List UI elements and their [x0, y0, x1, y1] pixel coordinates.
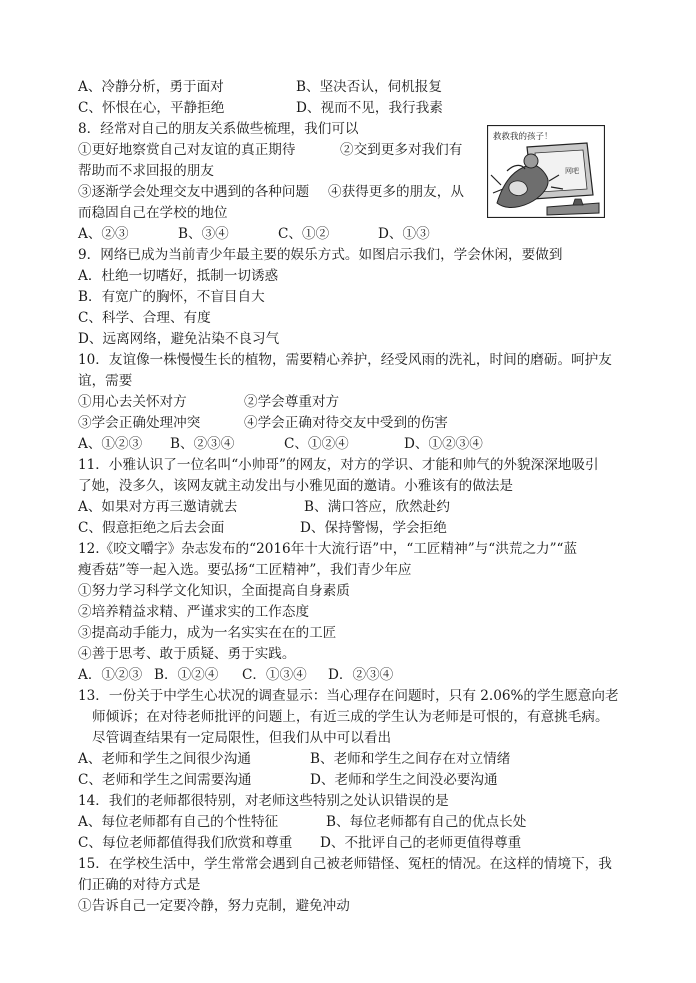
monitor-stand — [573, 199, 583, 205]
q10-option-b[interactable]: B、②③④ — [170, 436, 235, 452]
q14-stem: 14．我们的老师都很特别，对老师这些特别之处认识错误的是 — [78, 793, 449, 809]
cartoon-illustration — [487, 125, 605, 218]
q15-item-1: ①告诉自己一定要冷静，努力克制，避免冲动 — [78, 898, 350, 914]
q8-item-2-cont: 帮助而不求回报的朋友 — [78, 163, 214, 179]
q10-item-2: ②学会尊重对方 — [244, 394, 340, 410]
q10-item-3: ③学会正确处理冲突 — [78, 415, 201, 431]
q14-option-b[interactable]: B、每位老师都有自己的优点长处 — [326, 814, 527, 830]
q9-option-a[interactable]: A．杜绝一切嗜好，抵制一切诱惑 — [78, 268, 279, 284]
q14-option-c[interactable]: C、每位老师都值得我们欣赏和尊重 — [78, 835, 293, 851]
q15-stem-cont: 们正确的对待方式是 — [78, 877, 201, 893]
q11-stem-cont: 了她，没多久，该网友就主动发出与小雅见面的邀请。小雅该有的做法是 — [78, 478, 513, 494]
q10-option-a[interactable]: A、①②③ — [78, 436, 143, 452]
q9-option-c[interactable]: C、科学、合理、有度 — [78, 310, 211, 326]
q7-option-c[interactable]: C、怀恨在心，平静拒绝 — [78, 100, 225, 116]
q11-option-c[interactable]: C、假意拒绝之后去会面 — [78, 520, 225, 536]
q12-item-1: ①努力学习科学文化知识，全面提高自身素质 — [78, 583, 350, 599]
q8-item-4-cont: 而稳固自己在学校的地位 — [78, 205, 228, 221]
q8-item-2: ②交到更多对我们有 — [340, 142, 463, 158]
q12-stem-cont: 瘦香菇”等一起入选。要弘扬“工匠精神”，我们青少年应 — [78, 562, 412, 578]
q12-item-4: ④善于思考、敢于质疑、勇于实践。 — [78, 646, 296, 662]
q11-option-b[interactable]: B、满口答应，欣然赴约 — [304, 499, 450, 515]
q10-stem-cont: 谊，需要 — [78, 373, 133, 389]
q8-option-d[interactable]: D、①③ — [378, 226, 430, 242]
q13-stem-cont-1: 师倾诉；在对待老师批评的问题上，有近三成的学生认为老师是可恨的，有意挑毛病。 — [92, 709, 609, 725]
q13-option-b[interactable]: B、老师和学生之间存在对立情绪 — [310, 751, 511, 767]
q11-option-d[interactable]: D、保持警惕，学会拒绝 — [300, 520, 447, 536]
q12-stem: 12.《咬文嚼字》杂志发布的“2016年十大流行语”中，“工匠精神”与“洪荒之力”“蓝 — [78, 541, 578, 557]
q8-option-b[interactable]: B、③④ — [178, 226, 229, 242]
q8-option-a[interactable]: A、②③ — [78, 226, 129, 242]
q10-item-1: ①用心去关怀对方 — [78, 394, 187, 410]
screen-text: 网吧 — [565, 167, 579, 175]
q10-option-d[interactable]: D、①②③④ — [404, 436, 483, 452]
q8-stem: 8．经常对自己的朋友关系做些梳理，我们可以 — [78, 121, 359, 137]
q8-option-c[interactable]: C、①② — [278, 226, 330, 242]
q11-stem: 11．小雅认识了一位名叫“小帅哥”的网友，对方的学识、才能和帅气的外貌深深地吸引 — [78, 457, 599, 473]
q12-option-c[interactable]: C．①③④ — [242, 667, 307, 683]
q12-item-3: ③提高动手能力，成为一名实实在在的工匠 — [78, 625, 337, 641]
q10-item-4: ④学会正确对待交友中受到的伤害 — [244, 415, 448, 431]
q8-item-4: ④获得更多的朋友，从 — [328, 184, 464, 200]
q12-option-a[interactable]: A．①②③ — [78, 667, 143, 683]
q13-stem: 13．一份关于中学生心状况的调查显示：当心理存在问题时，只有 2.06%的学生愿意向老 — [78, 688, 619, 704]
q8-item-3: ③逐渐学会处理交友中遇到的各种问题 — [78, 184, 310, 200]
cartoon-caption: 救救我的孩子！ — [493, 132, 553, 142]
q11-option-a[interactable]: A、如果对方再三邀请就去 — [78, 499, 238, 515]
q13-stem-cont-2: 尽管调查结果有一定局限性，但我们从中可以看出 — [92, 730, 392, 746]
q15-stem: 15．在学校生活中，学生常常会遇到自己被老师错怪、冤枉的情况。在这样的情境下，我 — [78, 856, 612, 872]
q14-option-d[interactable]: D、不批评自己的老师更值得尊重 — [320, 835, 522, 851]
q7-option-d[interactable]: D、视而不见，我行我素 — [296, 100, 443, 116]
q12-option-d[interactable]: D．②③④ — [328, 667, 394, 683]
q13-option-a[interactable]: A、老师和学生之间很少沟通 — [78, 751, 251, 767]
q9-stem: 9．网络已成为当前青少年最主要的娱乐方式。如图启示我们，学会休闲，要做到 — [78, 247, 563, 263]
q10-stem: 10．友谊像一株慢慢生长的植物，需要精心养护，经受风雨的洗礼，时间的磨砺。呵护友 — [78, 352, 612, 368]
q12-option-b[interactable]: B．①②④ — [154, 667, 219, 683]
q13-option-d[interactable]: D、老师和学生之间没必要沟通 — [310, 772, 498, 788]
q10-option-c[interactable]: C、①②④ — [284, 436, 349, 452]
q9-option-b[interactable]: B．有宽广的胸怀，不盲目自大 — [78, 289, 265, 305]
q7-option-a[interactable]: A、冷静分析，勇于面对 — [78, 79, 224, 95]
q12-item-2: ②培养精益求精、严谨求实的工作态度 — [78, 604, 310, 620]
q7-option-b[interactable]: B、坚决否认，伺机报复 — [296, 79, 442, 95]
q14-option-a[interactable]: A、每位老师都有自己的个性特征 — [78, 814, 279, 830]
q8-item-1: ①更好地察赏自己对友谊的真正期待 — [78, 142, 296, 158]
q13-option-c[interactable]: C、老师和学生之间需要沟通 — [78, 772, 252, 788]
q9-option-d[interactable]: D、远离网络，避免沾染不良习气 — [78, 331, 280, 347]
